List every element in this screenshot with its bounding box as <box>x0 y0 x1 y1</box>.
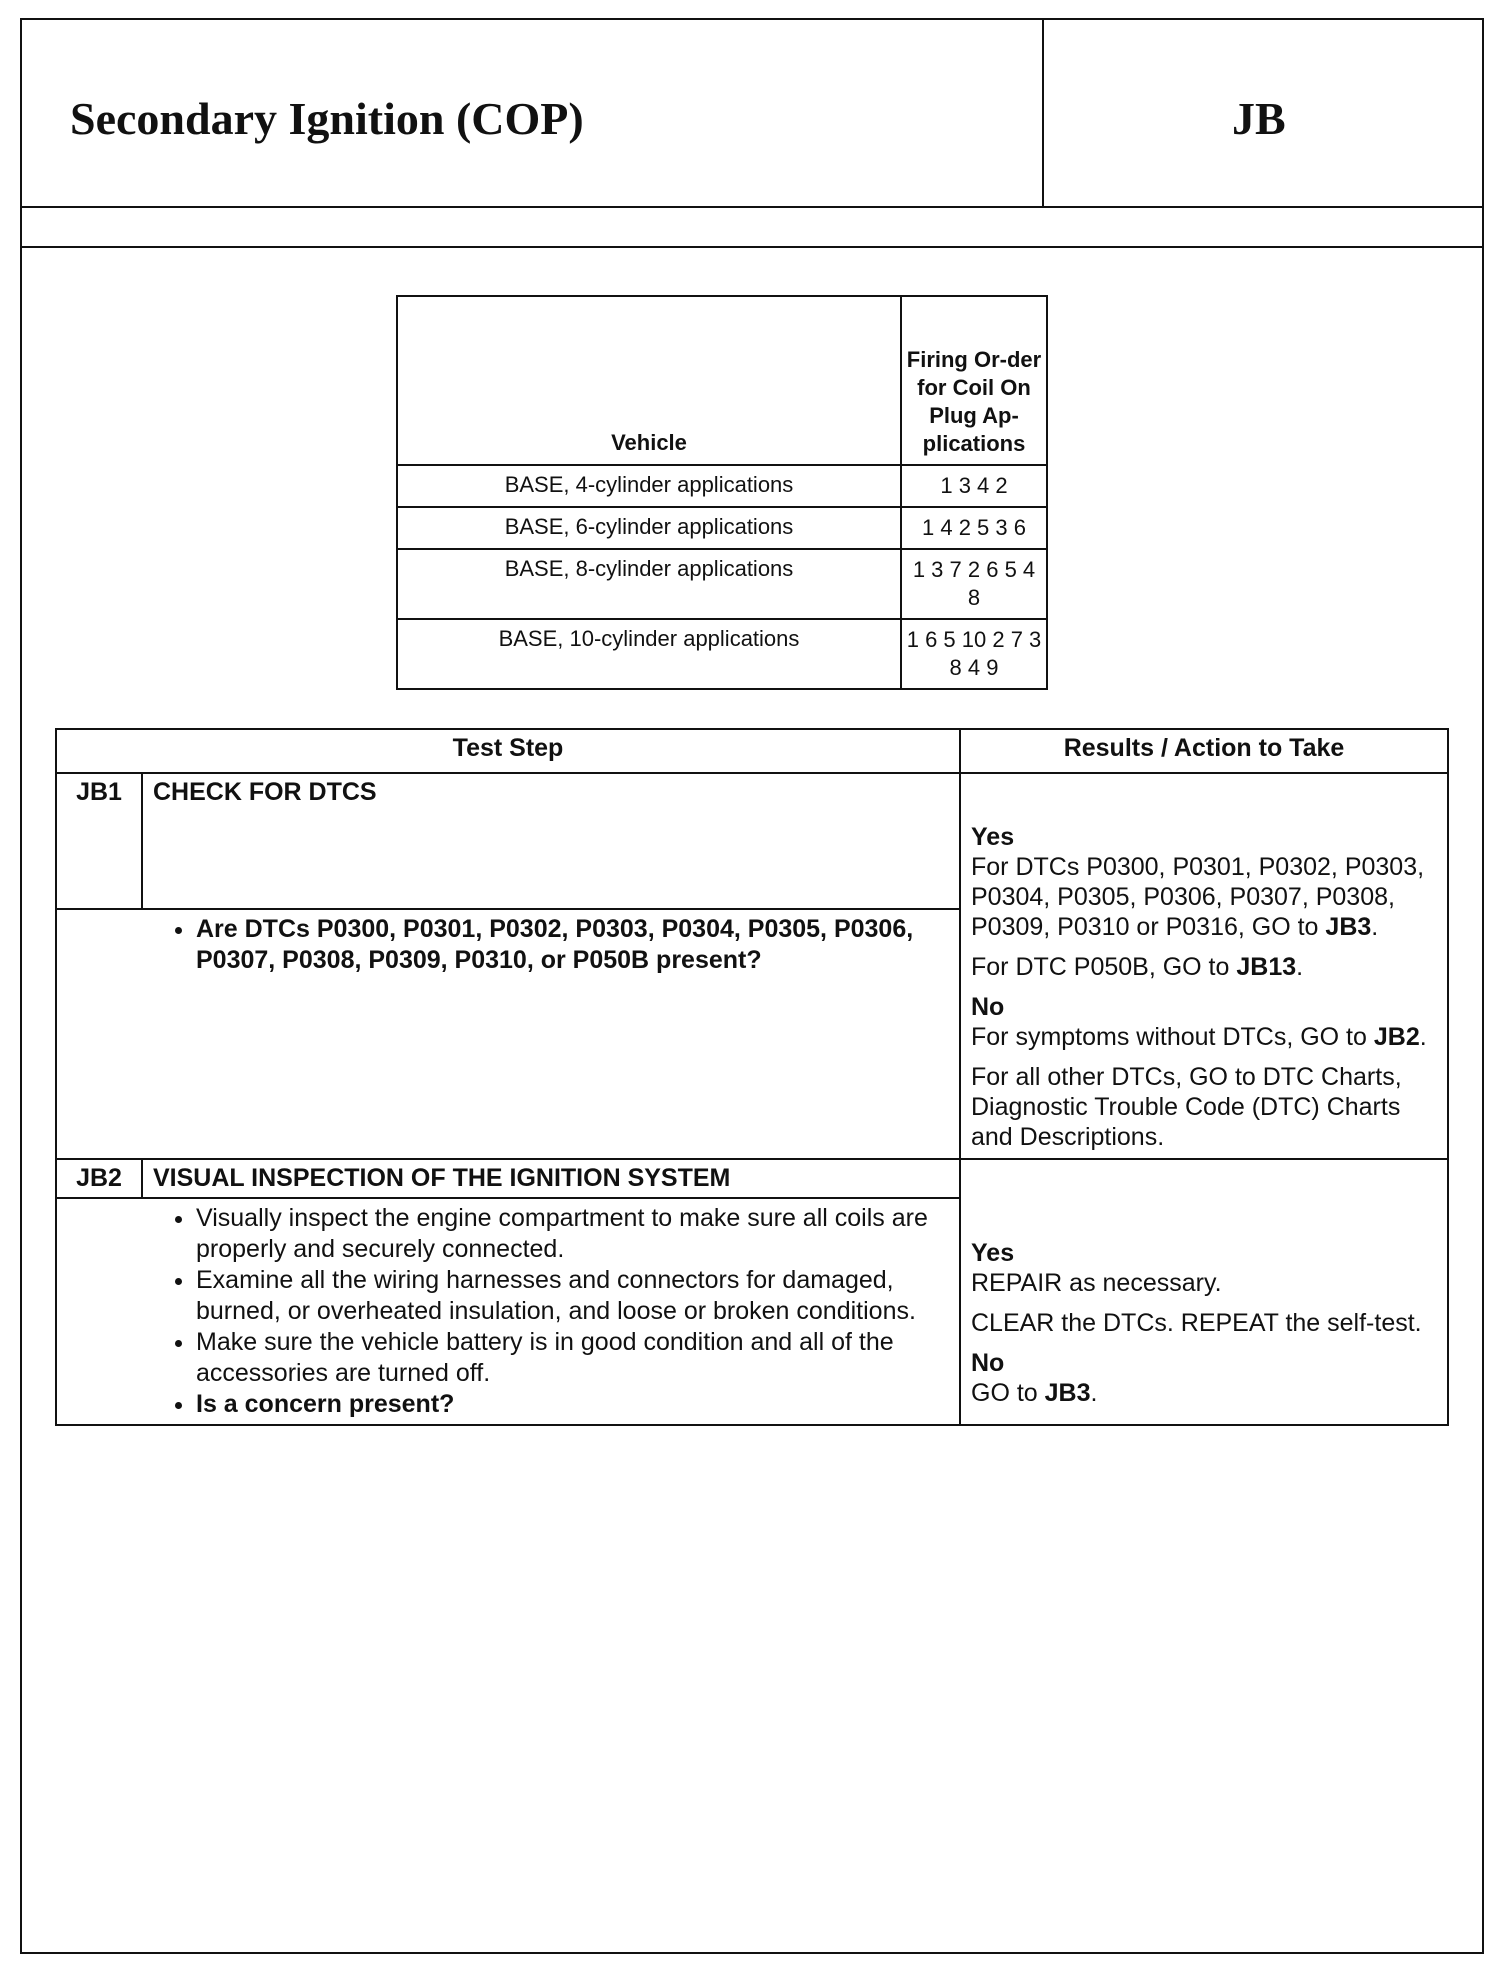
step-body <box>142 1198 960 1425</box>
step-link[interactable]: JB3 <box>1325 913 1372 941</box>
list-item: • Are DTCs P0300, P0301, P0302, P0303, P0304, P0305, P0306, P0307, P0308, P0309, P0310, or P050B present? <box>196 914 949 976</box>
step-results <box>960 773 1448 1159</box>
step-title: CHECK FOR DTCS <box>142 773 960 909</box>
result-line: GO to <box>971 1379 1045 1407</box>
no-label: No <box>971 993 1005 1021</box>
list-item: • Visually inspect the engine compartment to make sure all coils are properly and securely connected. <box>196 1203 949 1265</box>
step-link[interactable]: JB13 <box>1236 953 1297 981</box>
result-text: For DTCs P0300, P0301, P0302, P0303, P0304, P0305, P0306, P0307, P0308, P0309, P0310 or P0316, GO to JB3. <box>971 853 1425 941</box>
section-code: JB <box>1232 93 1286 144</box>
vehicle-column-header: Vehicle <box>397 296 901 465</box>
page-title: Secondary Ignition (COP) <box>70 93 584 144</box>
result-text: For symptoms without DTCs, GO to JB2. <box>971 1023 1427 1051</box>
result-text: For DTC P050B, GO to JB13. <box>971 953 1304 981</box>
test-step-header: Test Step <box>56 729 960 773</box>
yes-label: Yes <box>971 823 1015 851</box>
frame-rule <box>22 246 1482 248</box>
step-list <box>152 914 949 976</box>
vehicle-cell: BASE, 6-cylinder applications <box>397 507 901 549</box>
vehicle-cell: BASE, 10-cylinder applications <box>397 619 901 689</box>
header-divider <box>1042 20 1044 206</box>
firing-order-cell: 1 3 7 2 6 5 4 8 <box>901 549 1047 619</box>
list-item: • Make sure the vehicle battery is in good condition and all of the accessories are turned off. <box>196 1327 949 1389</box>
table-row <box>397 619 1047 689</box>
firing-order-column-header: Firing Or-der for Coil On Plug Ap-plications <box>901 296 1047 465</box>
firing-order-table <box>396 295 1048 690</box>
list-item: • Examine all the wiring harnesses and connectors for damaged, burned, or overheated insulation, and loose or broken conditions. <box>196 1265 949 1327</box>
step-id: JB1 <box>56 773 142 909</box>
results-header: Results / Action to Take <box>960 729 1448 773</box>
step-results <box>960 1159 1448 1425</box>
result-text: REPAIR as necessary. <box>971 1269 1222 1297</box>
step-list <box>152 1203 949 1420</box>
step-title: VISUAL INSPECTION OF THE IGNITION SYSTEM <box>142 1159 960 1198</box>
list-item: • Is a concern present? <box>196 1389 949 1420</box>
vehicle-cell: BASE, 4-cylinder applications <box>397 465 901 507</box>
yes-label: Yes <box>971 1239 1015 1267</box>
result-line: For symptoms without DTCs, GO to <box>971 1023 1374 1051</box>
id-spacer <box>56 909 142 1159</box>
step-id: JB2 <box>56 1159 142 1198</box>
table-row <box>397 549 1047 619</box>
step-link[interactable]: JB3 <box>1044 1379 1091 1407</box>
firing-order-cell: 1 4 2 5 3 6 <box>901 507 1047 549</box>
step-body <box>142 909 960 1159</box>
firing-order-cell: 1 6 5 10 2 7 3 8 4 9 <box>901 619 1047 689</box>
table-header-row <box>56 729 1448 773</box>
test-step-table <box>55 728 1449 1426</box>
table-row <box>397 465 1047 507</box>
result-line: For all other DTCs, GO to DTC Charts, Diagnostic Trouble Code (DTC) Charts and Descriptions. <box>971 1063 1402 1151</box>
result-text <box>971 1062 1437 1152</box>
table-header-row <box>397 296 1047 465</box>
result-line: For DTCs P0300, P0301, P0302, P0303, P0304, P0305, P0306, P0307, P0308, P0309, P0310 or P0316, GO to <box>971 853 1425 941</box>
id-spacer <box>56 1198 142 1425</box>
no-label: No <box>971 1349 1005 1377</box>
result-text: CLEAR the DTCs. REPEAT the self-test. <box>971 1309 1422 1337</box>
step-title-row <box>56 1159 1448 1198</box>
result-line: For DTC P050B, GO to <box>971 953 1237 981</box>
result-text: GO to JB3. <box>971 1379 1098 1407</box>
page-header <box>20 18 1484 208</box>
vehicle-cell: BASE, 8-cylinder applications <box>397 549 901 619</box>
firing-order-cell: 1 3 4 2 <box>901 465 1047 507</box>
step-title-row <box>56 773 1448 909</box>
step-link[interactable]: JB2 <box>1373 1023 1420 1051</box>
table-row <box>397 507 1047 549</box>
